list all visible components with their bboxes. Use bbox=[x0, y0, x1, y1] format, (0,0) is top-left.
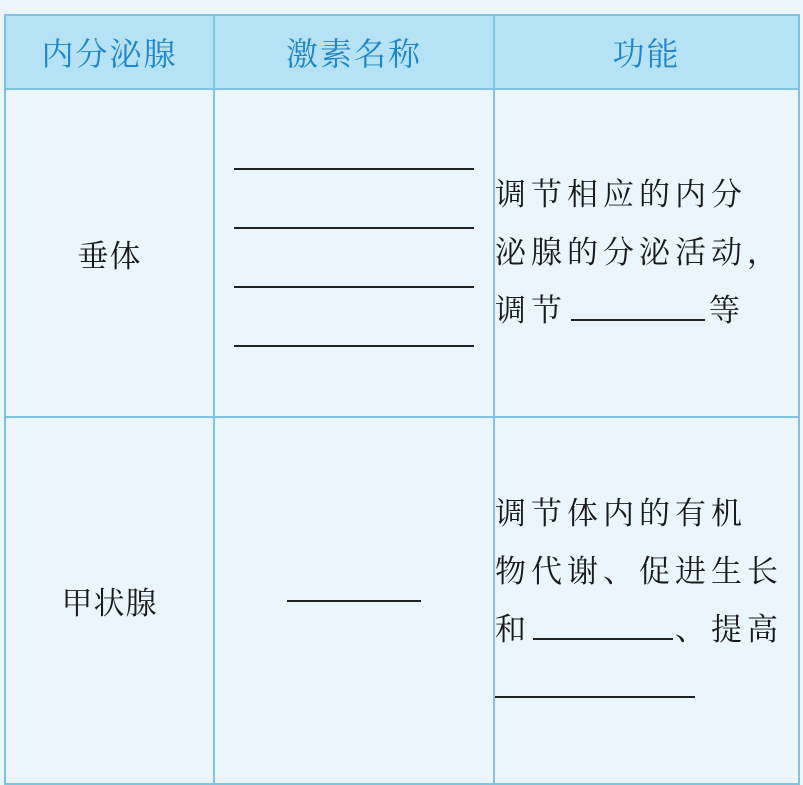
function-text: 调节相应的内分 bbox=[495, 177, 747, 213]
answer-blank[interactable] bbox=[533, 608, 673, 640]
function-text: 、提高 bbox=[675, 611, 783, 648]
hormone-name-cell bbox=[214, 417, 494, 784]
header-row bbox=[5, 15, 799, 89]
header-gland: 内分泌腺 bbox=[5, 15, 214, 89]
header-function: 功能 bbox=[494, 15, 799, 89]
endocrine-table bbox=[4, 14, 800, 785]
answer-blank[interactable] bbox=[234, 168, 474, 170]
hormone-blanks bbox=[215, 168, 493, 347]
function-text: 泌腺的分泌活动， bbox=[495, 235, 783, 271]
answer-blank[interactable] bbox=[234, 227, 474, 229]
function-text: 物代谢、促进生长 bbox=[495, 553, 783, 590]
header-hormone-name: 激素名称 bbox=[214, 15, 494, 89]
answer-blank[interactable] bbox=[287, 600, 421, 602]
hormone-name-cell bbox=[214, 89, 494, 417]
function-line bbox=[495, 659, 798, 717]
function-text: 和 bbox=[495, 611, 531, 648]
function-text: 调节体内的有机 bbox=[495, 495, 747, 532]
answer-blank[interactable] bbox=[571, 289, 705, 321]
function-cell bbox=[494, 417, 799, 784]
answer-blank[interactable] bbox=[234, 345, 474, 347]
answer-blank[interactable] bbox=[234, 286, 474, 288]
gland-cell: 甲状腺 bbox=[5, 417, 214, 784]
function-line bbox=[495, 282, 798, 340]
gland-cell: 垂体 bbox=[5, 89, 214, 417]
function-text: 调节 bbox=[495, 293, 567, 329]
function-line bbox=[495, 601, 798, 659]
table-row bbox=[5, 417, 799, 784]
function-text: 等 bbox=[709, 293, 745, 329]
function-cell bbox=[494, 89, 799, 417]
table-row bbox=[5, 89, 799, 417]
answer-blank[interactable] bbox=[495, 666, 695, 698]
